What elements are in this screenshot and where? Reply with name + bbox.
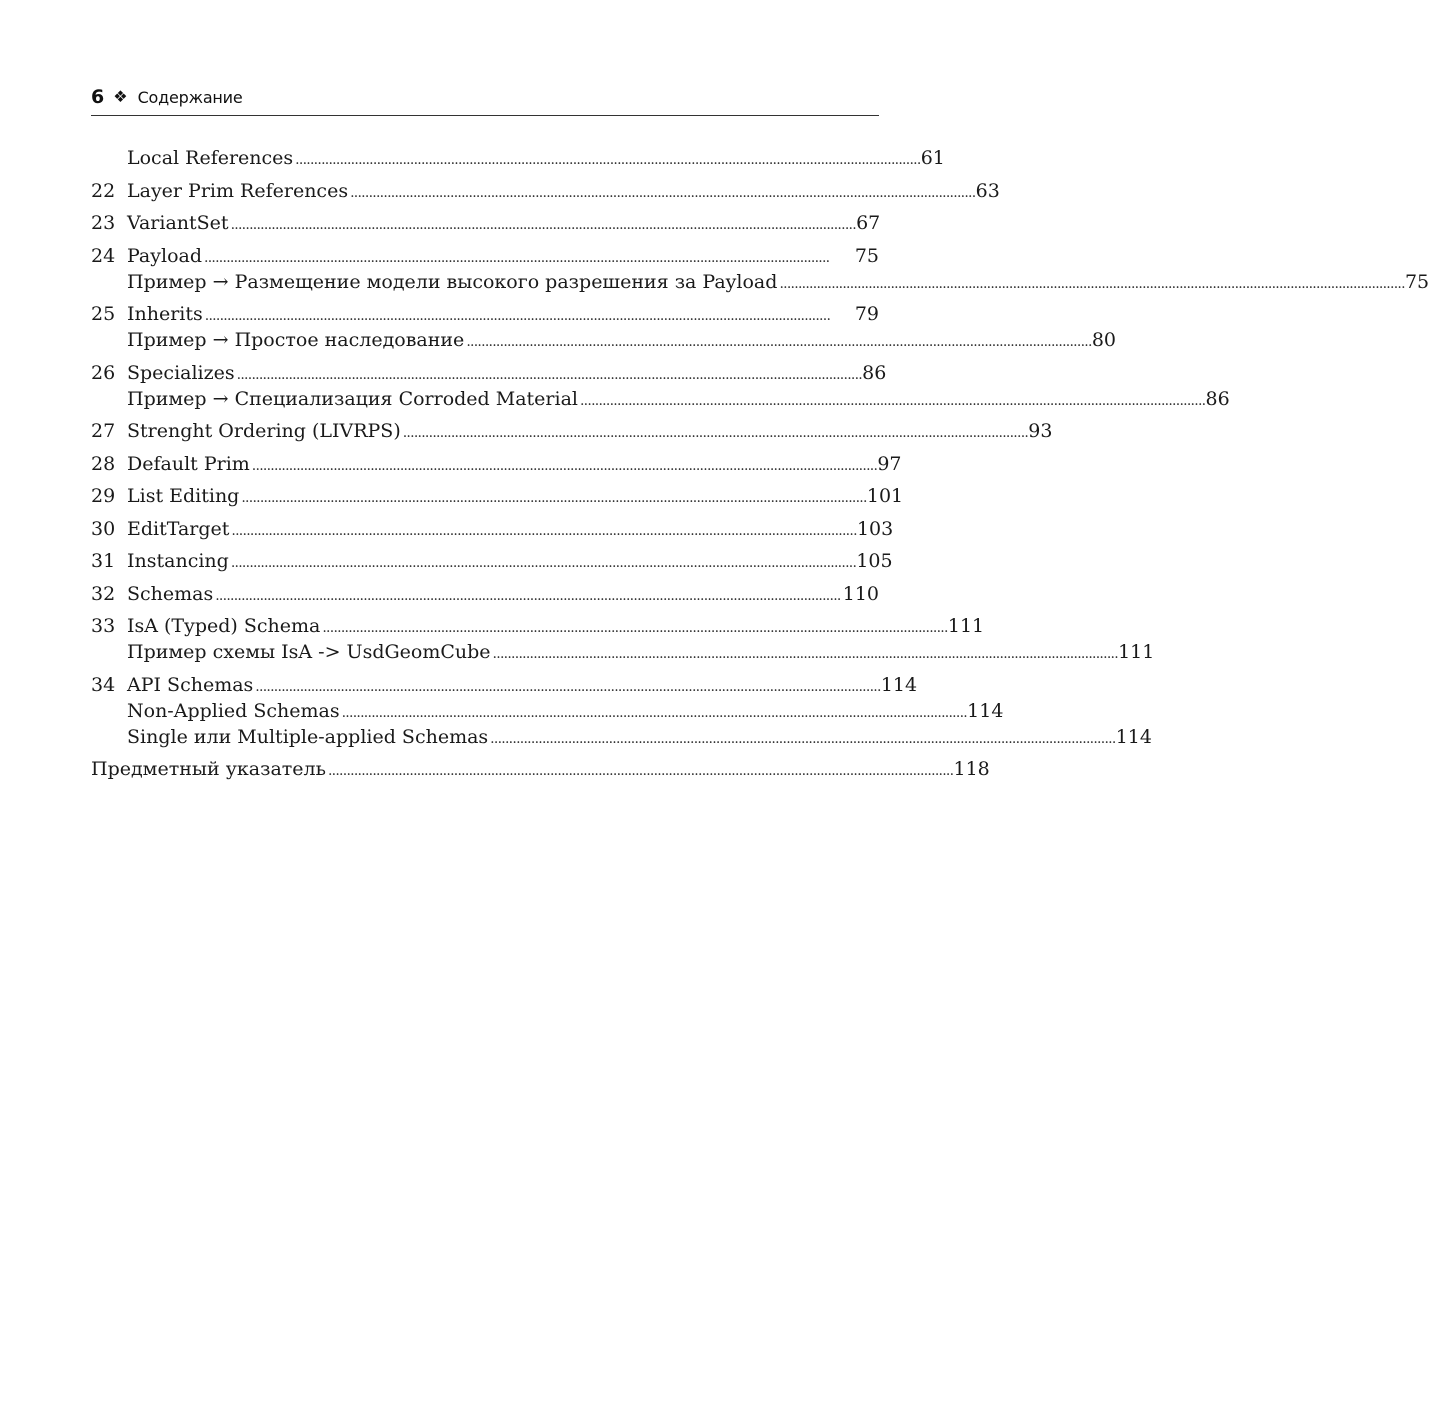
toc-entry <box>91 210 879 236</box>
dot-leader <box>342 700 966 726</box>
page-ref: 75 <box>854 244 879 267</box>
page-ref: 111 <box>1118 641 1155 663</box>
entry-title: Schemas <box>127 582 214 605</box>
dot-leader <box>204 245 853 271</box>
toc-entry-line <box>91 418 1053 444</box>
entry-title: Default Prim <box>127 452 250 475</box>
page-ref: 61 <box>920 147 945 169</box>
page-ref: 114 <box>967 699 1004 722</box>
page-ref: 86 <box>1205 387 1230 410</box>
entry-title: Non-Applied Schemas <box>127 699 340 722</box>
toc-entry-line <box>91 613 985 639</box>
dot-leader <box>241 485 865 511</box>
toc-entry-line <box>91 360 887 386</box>
dot-leader <box>237 362 861 388</box>
ornament-icon: ❖ <box>113 87 128 106</box>
chapter-number: 31 <box>91 550 116 572</box>
entry-title: Пример → Размещение модели высокого разрешения за Payload <box>127 270 778 293</box>
toc-entry <box>91 301 1117 353</box>
toc-entry <box>91 243 1429 295</box>
toc-subentry-line <box>91 698 1004 724</box>
toc-entry <box>91 418 1053 444</box>
chapter-number: 33 <box>91 615 116 637</box>
page-ref: 97 <box>877 452 902 475</box>
entry-title: EditTarget <box>127 517 230 540</box>
entry-title: Пример схемы IsA -> UsdGeomCube <box>127 641 491 663</box>
page-ref: 80 <box>1091 329 1117 351</box>
toc-entry <box>91 516 894 542</box>
chapter-number: 22 <box>91 179 116 202</box>
dot-leader <box>328 758 952 784</box>
toc-subentry-line <box>91 145 945 171</box>
entry-title: List Editing <box>127 485 240 507</box>
toc-entry <box>91 548 893 574</box>
dot-leader <box>403 420 1027 446</box>
dot-leader <box>215 583 841 609</box>
toc-entry-line <box>91 451 902 477</box>
toc-subentry-line <box>91 386 1230 412</box>
page-ref: 110 <box>842 582 879 605</box>
entry-title: Payload <box>127 244 202 267</box>
toc-subentry-line <box>91 327 1117 353</box>
entry-title: Предметный указатель <box>91 758 326 780</box>
chapter-number: 25 <box>91 303 116 325</box>
dot-leader <box>490 726 1114 752</box>
toc-entry-line <box>91 483 904 509</box>
entry-title: Specializes <box>127 361 235 384</box>
toc-subentry-line <box>91 639 1155 665</box>
page-ref: 63 <box>975 179 1000 202</box>
page-ref: 86 <box>862 361 887 384</box>
chapter-number: 24 <box>91 244 116 267</box>
entry-title: Single или Multiple-applied Schemas <box>127 725 489 748</box>
dot-leader <box>580 388 1204 414</box>
page-ref: 79 <box>854 303 879 325</box>
page-ref: 103 <box>856 517 894 540</box>
entry-title: Пример → Простое наследование <box>127 329 465 351</box>
toc-entry-line <box>91 548 893 574</box>
chapter-number: 29 <box>91 485 116 507</box>
dot-leader <box>231 518 855 544</box>
entry-title: Local References <box>127 147 294 169</box>
table-of-contents <box>91 145 1429 782</box>
toc-entry <box>91 360 1230 412</box>
entry-title: Inherits <box>127 303 203 325</box>
chapter-number: 28 <box>91 452 116 475</box>
toc-entry <box>91 145 945 171</box>
dot-leader <box>466 329 1090 355</box>
dot-leader <box>295 147 919 173</box>
toc-entry <box>91 451 902 477</box>
toc-entry <box>91 613 1155 665</box>
entry-title: Пример → Специализация Corroded Material <box>127 387 578 410</box>
toc-entry-line <box>91 210 879 236</box>
running-header <box>91 86 879 116</box>
toc-entry <box>91 672 1152 750</box>
toc-entry-line <box>91 672 918 698</box>
entry-title: Strenght Ordering (LIVRPS) <box>127 420 401 442</box>
toc-entry-line <box>91 516 894 542</box>
toc-entry-line <box>91 581 879 607</box>
chapter-number: 30 <box>91 517 116 540</box>
dot-leader <box>231 550 855 576</box>
chapter-number: 32 <box>91 582 116 605</box>
page-ref: 114 <box>880 673 918 696</box>
dot-leader <box>255 674 879 700</box>
page-ref: 114 <box>1115 725 1152 748</box>
page-ref: 101 <box>866 485 904 507</box>
chapter-number: 26 <box>91 361 116 384</box>
toc-entry <box>91 178 1000 204</box>
running-title: Содержание <box>137 88 243 107</box>
page-ref: 118 <box>953 758 990 780</box>
dot-leader <box>322 615 946 641</box>
dot-leader <box>252 453 876 479</box>
entry-title: Layer Prim References <box>127 179 349 202</box>
toc-subentry-line <box>91 724 1152 750</box>
toc-entry <box>91 756 990 782</box>
entry-title: IsA (Typed) Schema <box>127 615 321 637</box>
entry-title: VariantSet <box>127 212 229 234</box>
toc-entry-line <box>91 243 879 269</box>
dot-leader <box>231 212 855 238</box>
toc-subentry-line <box>91 269 1429 295</box>
toc-entry-line <box>91 301 879 327</box>
chapter-number: 27 <box>91 420 116 442</box>
page-number: 6 <box>91 86 105 108</box>
toc-entry <box>91 483 904 509</box>
toc-entry-line <box>91 178 1000 204</box>
page-ref: 93 <box>1028 420 1053 442</box>
entry-title: API Schemas <box>127 673 254 696</box>
page-ref: 67 <box>856 212 881 234</box>
entry-title: Instancing <box>127 550 229 572</box>
toc-entry <box>91 581 879 607</box>
dot-leader <box>779 271 1403 297</box>
page-ref: 111 <box>947 615 985 637</box>
page-ref: 105 <box>856 550 893 572</box>
toc-entry-line <box>91 756 990 782</box>
chapter-number: 34 <box>91 673 116 696</box>
dot-leader <box>350 180 974 206</box>
chapter-number: 23 <box>91 212 116 234</box>
page-ref: 75 <box>1404 270 1429 293</box>
dot-leader <box>493 641 1117 667</box>
dot-leader <box>205 303 853 329</box>
